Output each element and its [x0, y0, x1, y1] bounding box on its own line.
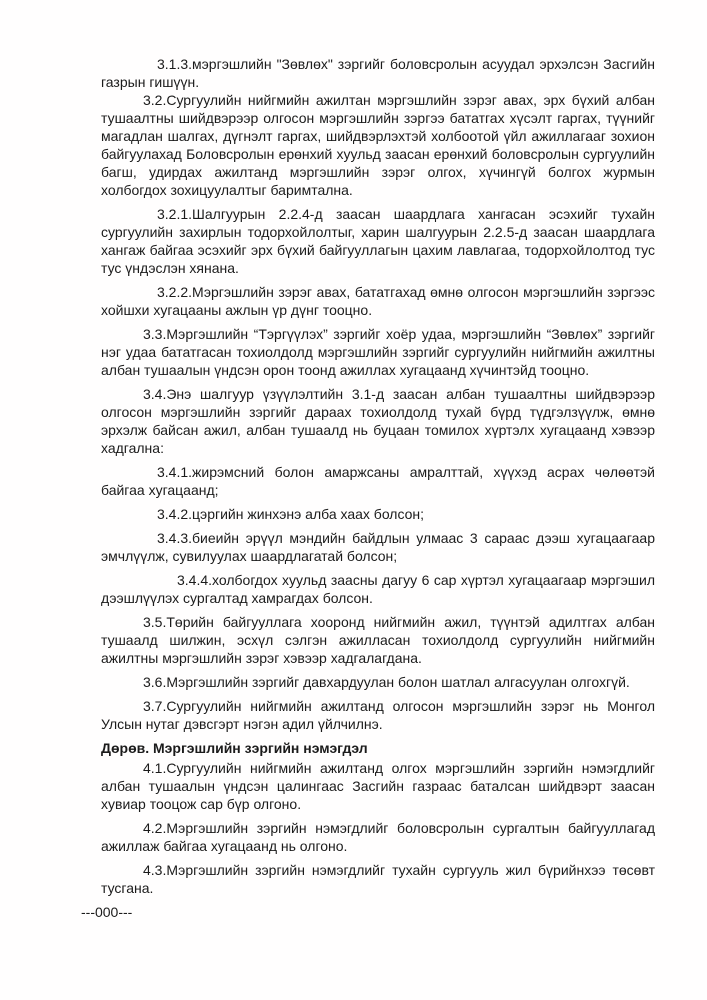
paragraph-3-2: 3.2.Сургуулийн нийгмийн ажилтан мэргэшлийн зэрэг авах, эрх бүхий албан тушаалтны шийдвэрээр олгосон мэргэшлийн зэргээ бататгах хүсэлт гаргах, түүнийг магадлан шалгах, дүгнэлт гаргах, шийдвэрлэхтэй холбоотой үйл ажиллагааг зохион байгуулахад Боловсролын ерөнхий хуульд заасан ерөнхий боловсролын сургуулийн багш, удирдах ажилтанд мэргэшлийн зэрэг олгох, хүчингүй болгох журмын холбогдох зохицуулалтыг баримтална.	[101, 92, 655, 198]
paragraph-3-4-1: 3.4.1.жирэмсний болон амаржсаны амралттай, хүүхэд асрах чөлөөтэй байгаа хугацаанд;	[101, 464, 655, 498]
paragraph-3-5: 3.5.Төрийн байгууллага хооронд нийгмийн ажил, түүнтэй адилтгах албан тушаалд шилжин, эсхүл сэлгэн ажилласан тохиолдолд сургуулийн нийгмийн ажилтны мэргэшлийн зэрэг хэвээр хадгалагдана.	[101, 614, 655, 666]
paragraph-3-4: 3.4.Энэ шалгуур үзүүлэлтийн 3.1-д заасан албан тушаалтны шийдвэрээр олгосон мэргэшлийн зэргийг дараах тохиолдолд тухай бүрд түдгэлзүүлж, өмнө эрхэлж байсан ажил, албан тушаалд нь буцаан томилох хүртэлх хугацаанд хэвээр хадгална:	[101, 386, 655, 456]
paragraph-3-6: 3.6.Мэргэшлийн зэргийг давхардуулан болон шатлал алгасуулан олгохгүй.	[143, 674, 630, 690]
paragraph-3-2-1: 3.2.1.Шалгуурын 2.2.4-д заасан шаардлага хангасан эсэхийг тухайн сургуулийн захирлын тодорхойлолтыг, харин шалгуурын 2.2.5-д заасан шаардлага хангаж байгаа эсэхийг эрх бүхий байгууллагын цахим лавлагаа, тодорхойлолтод тус тус үндэслэн хянана.	[101, 206, 655, 276]
paragraph-3-4-2: 3.4.2.цэргийн жинхэнэ алба хаах болсон;	[157, 506, 425, 522]
paragraph-4-2: 4.2.Мэргэшлийн зэргийн нэмэгдлийг боловсролын сургалтын байгууллагад ажиллаж байгаа хугацаанд нь олгоно.	[101, 820, 655, 854]
paragraph-3-4-4: 3.4.4.холбогдох хуульд заасны дагуу 6 сар хүртэл хугацаагаар мэргэшил дээшлүүлэх сургалтад хамрагдах болсон.	[101, 572, 655, 606]
paragraph-3-1-3: 3.1.3.мэргэшлийн "Зөвлөх" зэргийг боловсролын асуудал эрхэлсэн Засгийн газрын гишүүн.	[101, 56, 655, 90]
paragraph-3-2-2: 3.2.2.Мэргэшлийн зэрэг авах, бататгахад өмнө олгосон мэргэшлийн зэргээс хойшхи хугацааны ажлын үр дүнг тооцно.	[101, 284, 655, 318]
paragraph-3-4-3: 3.4.3.биеийн эрүүл мэндийн байдлын улмаас 3 сараас дээш хугацаагаар эмчлүүлж, сувилуулах шаардлагатай болсон;	[101, 530, 655, 564]
chapter-four-heading: Дөрөв. Мэргэшлийн зэргийн нэмэгдэл	[101, 740, 368, 756]
paragraph-3-3: 3.3.Мэргэшлийн “Тэргүүлэх” зэргийг хоёр удаа, мэргэшлийн “Зөвлөх” зэргийг нэг удаа бататгасан тохиолдолд мэргэшлийн зэргийг сургуулийн нийгмийн ажилтны албан тушаалын үндсэн орон тоонд ажиллах хугацаанд хүчинтэйд тооцно.	[101, 326, 655, 378]
end-of-document-mark: ---000---	[81, 904, 133, 920]
paragraph-4-3: 4.3.Мэргэшлийн зэргийн нэмэгдлийг тухайн сургууль жил бүрийнхээ төсөвт тусгана.	[101, 862, 655, 896]
paragraph-4-1: 4.1.Сургуулийн нийгмийн ажилтанд олгох мэргэшлийн зэргийн нэмэгдлийг албан тушаалын үндсэн цалингаас Засгийн газраас баталсан шийдвэрт заасан хувиар тооцож сар бүр олгоно.	[101, 760, 655, 812]
paragraph-3-7: 3.7.Сургуулийн нийгмийн ажилтанд олгосон мэргэшлийн зэрэг нь Монгол Улсын нутаг дэвсгэрт нэгэн адил үйлчилнэ.	[101, 698, 655, 732]
